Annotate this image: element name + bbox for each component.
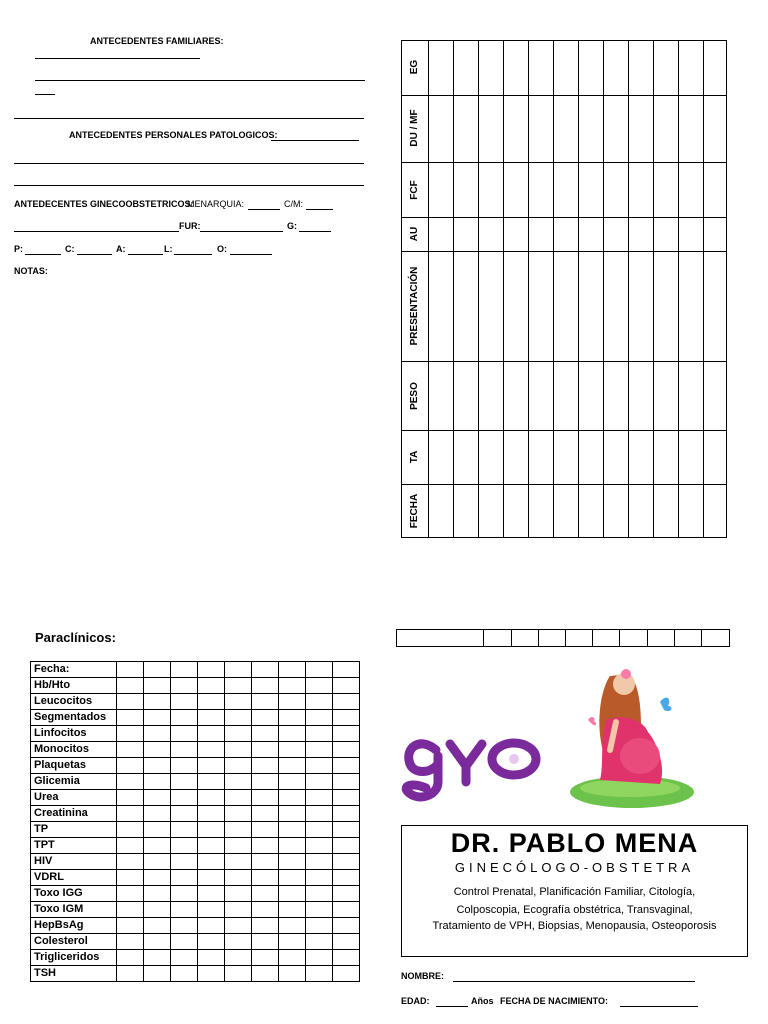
paraclinicos-cell[interactable]: [252, 902, 279, 918]
paraclinicos-cell[interactable]: [117, 870, 144, 886]
paraclinicos-row-label: Trigliceridos: [31, 950, 117, 966]
paraclinicos-cell[interactable]: [117, 822, 144, 838]
paraclinicos-cell[interactable]: [117, 886, 144, 902]
paraclinicos-row-label: Linfocitos: [31, 726, 117, 742]
paraclinicos-cell[interactable]: [252, 886, 279, 902]
paraclinicos-cell[interactable]: [171, 838, 198, 854]
paraclinicos-cell[interactable]: [306, 694, 333, 710]
paraclinicos-cell[interactable]: [117, 694, 144, 710]
paraclinicos-cell[interactable]: [252, 806, 279, 822]
paraclinicos-cell[interactable]: [252, 838, 279, 854]
paraclinicos-cell[interactable]: [279, 934, 306, 950]
paraclinicos-row-label: Urea: [31, 790, 117, 806]
paraclinicos-row: [31, 902, 360, 918]
paraclinicos-cell[interactable]: [306, 726, 333, 742]
paraclinicos-cell[interactable]: [171, 662, 198, 678]
gineco-label: ANTEDECENTES GINECOOBSTETRICOS:: [14, 199, 194, 209]
paraclinicos-cell[interactable]: [117, 758, 144, 774]
paraclinicos-cell[interactable]: [225, 838, 252, 854]
paraclinicos-cell[interactable]: [225, 710, 252, 726]
fecha-nacimiento-label: FECHA DE NACIMIENTO:: [500, 996, 608, 1006]
personales-label: ANTECEDENTES PERSONALES PATOLOGICOS:: [69, 130, 278, 140]
paraclinicos-cell[interactable]: [198, 870, 225, 886]
c-label: C:: [65, 244, 75, 254]
paraclinicos-table: [30, 661, 360, 982]
paraclinicos-cell[interactable]: [144, 806, 171, 822]
paraclinicos-row: [31, 678, 360, 694]
edad-field[interactable]: [436, 1006, 468, 1007]
paraclinicos-cell[interactable]: [333, 902, 360, 918]
services-line-3: Tratamiento de VPH, Biopsias, Menopausia, Osteoporosis: [432, 920, 717, 932]
paraclinicos-cell[interactable]: [225, 934, 252, 950]
paraclinicos-cell[interactable]: [306, 966, 333, 982]
grid-row-fecha: FECHA: [409, 493, 420, 529]
paraclinicos-cell[interactable]: [144, 678, 171, 694]
paraclinicos-row: [31, 806, 360, 822]
paraclinicos-cell[interactable]: [252, 710, 279, 726]
fecha-nacimiento-field[interactable]: [620, 1006, 698, 1007]
paraclinicos-cell[interactable]: [171, 710, 198, 726]
paraclinicos-cell[interactable]: [144, 854, 171, 870]
paraclinicos-cell[interactable]: [333, 966, 360, 982]
paraclinicos-cell[interactable]: [225, 854, 252, 870]
paraclinicos-cell[interactable]: [279, 774, 306, 790]
paraclinicos-cell[interactable]: [117, 742, 144, 758]
paraclinicos-cell[interactable]: [279, 726, 306, 742]
paraclinicos-cell[interactable]: [306, 854, 333, 870]
paraclinicos-cell[interactable]: [306, 774, 333, 790]
paraclinicos-cell[interactable]: [225, 870, 252, 886]
paraclinicos-cell[interactable]: [144, 726, 171, 742]
paraclinicos-cell[interactable]: [198, 838, 225, 854]
paraclinicos-cell[interactable]: [171, 806, 198, 822]
notas-label: NOTAS:: [14, 266, 48, 276]
paraclinicos-cell[interactable]: [252, 950, 279, 966]
paraclinicos-cell[interactable]: [306, 806, 333, 822]
paraclinicos-cell[interactable]: [306, 902, 333, 918]
a-label: A:: [116, 244, 126, 254]
paraclinicos-cell[interactable]: [279, 822, 306, 838]
paraclinicos-cell[interactable]: [279, 694, 306, 710]
paraclinicos-cell[interactable]: [333, 918, 360, 934]
paraclinicos-cell[interactable]: [306, 662, 333, 678]
paraclinicos-cell[interactable]: [198, 934, 225, 950]
paraclinicos-cell[interactable]: [306, 870, 333, 886]
paraclinicos-row-label: Leucocitos: [31, 694, 117, 710]
paraclinicos-cell[interactable]: [144, 822, 171, 838]
paraclinicos-cell[interactable]: [225, 822, 252, 838]
o-label: O:: [217, 244, 227, 254]
paraclinicos-cell[interactable]: [171, 758, 198, 774]
paraclinicos-cell[interactable]: [171, 902, 198, 918]
paraclinicos-cell[interactable]: [306, 934, 333, 950]
paraclinicos-row: [31, 726, 360, 742]
paraclinicos-cell[interactable]: [306, 710, 333, 726]
anos-label: Años: [471, 996, 494, 1006]
paraclinicos-cell[interactable]: [252, 662, 279, 678]
paraclinicos-cell[interactable]: [306, 838, 333, 854]
paraclinicos-cell[interactable]: [279, 710, 306, 726]
paraclinicos-cell[interactable]: [306, 886, 333, 902]
paraclinicos-cell[interactable]: [144, 694, 171, 710]
grid-row-du-mf: DU / MF: [409, 109, 420, 147]
paraclinicos-cell[interactable]: [333, 694, 360, 710]
specialty: GINECÓLOGO-OBSTETRA: [454, 860, 695, 875]
paraclinicos-cell[interactable]: [171, 918, 198, 934]
paraclinicos-cell[interactable]: [144, 918, 171, 934]
paraclinicos-cell[interactable]: [171, 742, 198, 758]
paraclinicos-cell[interactable]: [225, 678, 252, 694]
paraclinicos-cell[interactable]: [144, 950, 171, 966]
paraclinicos-row-label: Segmentados: [31, 710, 117, 726]
paraclinicos-cell[interactable]: [198, 854, 225, 870]
paraclinicos-cell[interactable]: [198, 726, 225, 742]
grid-row-au: AU: [409, 226, 420, 242]
paraclinicos-row-label: Plaquetas: [31, 758, 117, 774]
paraclinicos-row-label: Creatinina: [31, 806, 117, 822]
paraclinicos-cell[interactable]: [198, 902, 225, 918]
paraclinicos-cell[interactable]: [117, 806, 144, 822]
paraclinicos-cell[interactable]: [279, 662, 306, 678]
g-label: G:: [287, 221, 297, 231]
paraclinicos-cell[interactable]: [252, 742, 279, 758]
paraclinicos-cell[interactable]: [144, 710, 171, 726]
paraclinicos-row: [31, 774, 360, 790]
paraclinicos-row-label: Fecha:: [31, 662, 117, 678]
paraclinicos-cell[interactable]: [279, 886, 306, 902]
paraclinicos-cell[interactable]: [171, 790, 198, 806]
paraclinicos-row: [31, 966, 360, 982]
paraclinicos-row-label: TSH: [31, 966, 117, 982]
paraclinicos-cell[interactable]: [171, 854, 198, 870]
paraclinicos-cell[interactable]: [117, 710, 144, 726]
paraclinicos-cell[interactable]: [198, 822, 225, 838]
paraclinicos-title: Paraclínicos:: [35, 630, 116, 645]
paraclinicos-cell[interactable]: [171, 774, 198, 790]
paraclinicos-cell[interactable]: [306, 758, 333, 774]
paraclinicos-cell[interactable]: [225, 758, 252, 774]
paraclinicos-row-label: Glicemia: [31, 774, 117, 790]
paraclinicos-cell[interactable]: [225, 966, 252, 982]
header-strip[interactable]: [0, 620, 768, 650]
paraclinicos-cell[interactable]: [171, 966, 198, 982]
paraclinicos-row-label: TPT: [31, 838, 117, 854]
edad-label: EDAD:: [401, 996, 430, 1006]
paraclinicos-cell[interactable]: [117, 966, 144, 982]
paraclinicos-cell[interactable]: [171, 694, 198, 710]
grid-row-peso: PESO: [409, 382, 420, 410]
paraclinicos-row: [31, 854, 360, 870]
cm-label: C/M:: [284, 199, 303, 209]
paraclinicos-cell[interactable]: [333, 742, 360, 758]
paraclinicos-cell[interactable]: [333, 662, 360, 678]
paraclinicos-cell[interactable]: [252, 726, 279, 742]
paraclinicos-cell[interactable]: [333, 806, 360, 822]
paraclinicos-row-label: HIV: [31, 854, 117, 870]
paraclinicos-row-label: Toxo IGM: [31, 902, 117, 918]
doctor-name: DR. PABLO MENA: [450, 828, 699, 858]
paraclinicos-cell[interactable]: [252, 694, 279, 710]
paraclinicos-row: [31, 758, 360, 774]
paraclinicos-cell[interactable]: [279, 678, 306, 694]
paraclinicos-cell[interactable]: [171, 726, 198, 742]
paraclinicos-cell[interactable]: [333, 790, 360, 806]
paraclinicos-cell[interactable]: [279, 918, 306, 934]
paraclinicos-row-label: HepBsAg: [31, 918, 117, 934]
pregnant-woman-illustration: [570, 660, 710, 820]
paraclinicos-cell[interactable]: [279, 902, 306, 918]
paraclinicos-cell[interactable]: [252, 854, 279, 870]
nombre-field[interactable]: [453, 981, 695, 982]
paraclinicos-cell[interactable]: [252, 966, 279, 982]
paraclinicos-cell[interactable]: [117, 790, 144, 806]
paraclinicos-cell[interactable]: [333, 710, 360, 726]
paraclinicos-cell[interactable]: [333, 950, 360, 966]
paraclinicos-row: [31, 870, 360, 886]
paraclinicos-cell[interactable]: [171, 870, 198, 886]
paraclinicos-cell[interactable]: [225, 902, 252, 918]
paraclinicos-row-label: Toxo IGG: [31, 886, 117, 902]
paraclinicos-cell[interactable]: [333, 678, 360, 694]
paraclinicos-cell[interactable]: [144, 870, 171, 886]
paraclinicos-row-label: TP: [31, 822, 117, 838]
paraclinicos-row-label: Colesterol: [31, 934, 117, 950]
paraclinicos-cell[interactable]: [306, 678, 333, 694]
paraclinicos-cell[interactable]: [225, 662, 252, 678]
paraclinicos-cell[interactable]: [225, 886, 252, 902]
paraclinicos-cell[interactable]: [279, 870, 306, 886]
paraclinicos-cell[interactable]: [252, 870, 279, 886]
paraclinicos-row: [31, 710, 360, 726]
paraclinicos-cell[interactable]: [198, 806, 225, 822]
paraclinicos-row: [31, 950, 360, 966]
paraclinicos-cell[interactable]: [117, 934, 144, 950]
paraclinicos-cell[interactable]: [279, 790, 306, 806]
paraclinicos-cell[interactable]: [144, 966, 171, 982]
paraclinicos-cell[interactable]: [333, 886, 360, 902]
services-line-2: Colposcopia, Ecografía obstétrica, Transvaginal,: [456, 904, 693, 916]
paraclinicos-cell[interactable]: [198, 742, 225, 758]
paraclinicos-cell[interactable]: [198, 966, 225, 982]
paraclinicos-cell[interactable]: [144, 902, 171, 918]
paraclinicos-row: [31, 822, 360, 838]
paraclinicos-cell[interactable]: [225, 742, 252, 758]
paraclinicos-cell[interactable]: [198, 950, 225, 966]
paraclinicos-cell[interactable]: [171, 886, 198, 902]
paraclinicos-cell[interactable]: [225, 918, 252, 934]
paraclinicos-cell[interactable]: [333, 822, 360, 838]
paraclinicos-row: [31, 886, 360, 902]
paraclinicos-row-label: Monocitos: [31, 742, 117, 758]
paraclinicos-cell[interactable]: [198, 774, 225, 790]
paraclinicos-row: [31, 934, 360, 950]
paraclinicos-cell[interactable]: [117, 950, 144, 966]
paraclinicos-cell[interactable]: [306, 822, 333, 838]
paraclinicos-cell[interactable]: [144, 758, 171, 774]
paraclinicos-cell[interactable]: [117, 838, 144, 854]
paraclinicos-cell[interactable]: [117, 678, 144, 694]
grid-row-fcf: FCF: [409, 180, 420, 200]
paraclinicos-cell[interactable]: [252, 934, 279, 950]
paraclinicos-cell[interactable]: [171, 950, 198, 966]
paraclinicos-cell[interactable]: [144, 886, 171, 902]
paraclinicos-cell[interactable]: [252, 678, 279, 694]
fur-label: FUR:: [179, 221, 201, 231]
clinic-info-box: [401, 825, 748, 957]
paraclinicos-cell[interactable]: [171, 934, 198, 950]
paraclinicos-cell[interactable]: [279, 806, 306, 822]
paraclinicos-cell[interactable]: [144, 662, 171, 678]
paraclinicos-cell[interactable]: [252, 918, 279, 934]
paraclinicos-cell[interactable]: [198, 678, 225, 694]
paraclinicos-cell[interactable]: [306, 742, 333, 758]
paraclinicos-cell[interactable]: [117, 902, 144, 918]
paraclinicos-cell[interactable]: [333, 726, 360, 742]
paraclinicos-cell[interactable]: [225, 950, 252, 966]
paraclinicos-cell[interactable]: [225, 726, 252, 742]
paraclinicos-cell[interactable]: [225, 806, 252, 822]
paraclinicos-cell[interactable]: [225, 790, 252, 806]
paraclinicos-cell[interactable]: [144, 838, 171, 854]
paraclinicos-row-label: VDRL: [31, 870, 117, 886]
nombre-label: NOMBRE:: [401, 971, 444, 981]
paraclinicos-cell[interactable]: [144, 790, 171, 806]
paraclinicos-cell[interactable]: [252, 758, 279, 774]
paraclinicos-cell[interactable]: [252, 790, 279, 806]
paraclinicos-cell[interactable]: [117, 918, 144, 934]
paraclinicos-cell[interactable]: [144, 774, 171, 790]
paraclinicos-cell[interactable]: [279, 758, 306, 774]
paraclinicos-cell[interactable]: [252, 774, 279, 790]
paraclinicos-cell[interactable]: [306, 918, 333, 934]
paraclinicos-row: [31, 742, 360, 758]
menarquia-label: MENARQUIA:: [187, 199, 245, 209]
paraclinicos-cell[interactable]: [198, 758, 225, 774]
paraclinicos-row: [31, 790, 360, 806]
paraclinicos-cell[interactable]: [198, 886, 225, 902]
paraclinicos-cell[interactable]: [333, 774, 360, 790]
paraclinicos-cell[interactable]: [117, 774, 144, 790]
gyo-logo: [400, 730, 550, 805]
paraclinicos-cell[interactable]: [333, 870, 360, 886]
paraclinicos-cell[interactable]: [198, 662, 225, 678]
paraclinicos-cell[interactable]: [117, 726, 144, 742]
paraclinicos-cell[interactable]: [198, 790, 225, 806]
paraclinicos-cell[interactable]: [279, 742, 306, 758]
paraclinicos-cell[interactable]: [333, 838, 360, 854]
paraclinicos-cell[interactable]: [333, 758, 360, 774]
paraclinicos-cell[interactable]: [306, 790, 333, 806]
paraclinicos-row-label: Hb/Hto: [31, 678, 117, 694]
grid-row-presentacion: PRESENTACIÓN: [409, 266, 420, 346]
paraclinicos-row: [31, 918, 360, 934]
paraclinicos-cell[interactable]: [279, 854, 306, 870]
paraclinicos-cell[interactable]: [225, 774, 252, 790]
paraclinicos-cell[interactable]: [198, 694, 225, 710]
paraclinicos-cell[interactable]: [306, 950, 333, 966]
paraclinicos-cell[interactable]: [333, 934, 360, 950]
paraclinicos-cell[interactable]: [279, 966, 306, 982]
paraclinicos-cell[interactable]: [198, 710, 225, 726]
paraclinicos-row: [31, 838, 360, 854]
familiares-label: ANTECEDENTES FAMILIARES:: [90, 36, 224, 46]
paraclinicos-cell[interactable]: [117, 854, 144, 870]
paraclinicos-row: [31, 694, 360, 710]
logo-dot: [509, 754, 519, 764]
paraclinicos-cell[interactable]: [225, 694, 252, 710]
paraclinicos-cell[interactable]: [333, 854, 360, 870]
paraclinicos-cell[interactable]: [171, 822, 198, 838]
paraclinicos-cell[interactable]: [117, 662, 144, 678]
paraclinicos-row: [31, 662, 360, 678]
paraclinicos-cell[interactable]: [144, 934, 171, 950]
paraclinicos-cell[interactable]: [279, 950, 306, 966]
grid-row-ta: TA: [409, 450, 420, 464]
p-label: P:: [14, 244, 23, 254]
grid-row-eg: EG: [409, 59, 420, 75]
paraclinicos-cell[interactable]: [198, 918, 225, 934]
paraclinicos-cell[interactable]: [171, 678, 198, 694]
l-label: L:: [164, 244, 173, 254]
paraclinicos-cell[interactable]: [252, 822, 279, 838]
services-line-1: Control Prenatal, Planificación Familiar, Citología,: [453, 886, 696, 898]
paraclinicos-cell[interactable]: [279, 838, 306, 854]
paraclinicos-cell[interactable]: [144, 742, 171, 758]
